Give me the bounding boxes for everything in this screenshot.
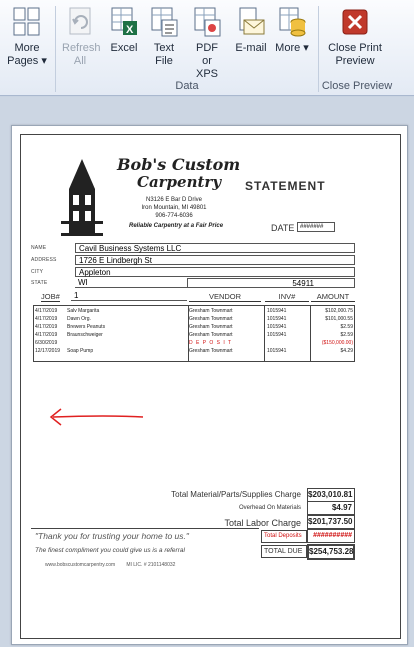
overhead-value: $4.97 (307, 501, 355, 515)
close-print-preview-button[interactable] (322, 6, 388, 68)
labor-total-label: Total Labor Charge (224, 518, 301, 528)
table-row-date: 4/17/2019 (35, 308, 58, 314)
table-row-vendor: Gresham Townmart (189, 348, 233, 354)
text-file-label: Text File (153, 42, 175, 67)
refresh-icon (65, 6, 95, 38)
statement-title: STATEMENT (245, 179, 326, 193)
table-row-inv: 1015941 (267, 332, 287, 338)
export-excel-button[interactable] (104, 6, 144, 55)
address-line-3: 906-774-6036 (155, 213, 193, 219)
table-row-inv: 1015941 (267, 316, 287, 322)
refresh-all-label: Refresh All (62, 42, 101, 67)
export-email-button[interactable] (230, 6, 272, 55)
table-row-desc: Soap Pump (67, 348, 94, 354)
excel-icon (109, 6, 139, 38)
customer-address: 1726 E Lindbergh St (75, 255, 355, 265)
table-row-inv: 1015941 (267, 308, 287, 314)
multi-page-icon (12, 6, 42, 38)
city-label: CITY (31, 269, 44, 275)
date-label: DATE (271, 223, 295, 233)
logo-title-line2: Carpentry (137, 173, 222, 191)
labor-total-value: $201,737.50 (307, 515, 355, 529)
table-row-desc: Dawn Org. (67, 316, 91, 322)
table-row-amount: $101,000.55 (325, 316, 353, 322)
email-label: E-mail (235, 42, 267, 54)
table-row-vendor: Gresham Townmart (189, 332, 233, 338)
table-row-desc: Brewers Peanuts (67, 324, 106, 330)
table-row-inv: 1015941 (267, 348, 287, 354)
table-row-amount: $102,000.75 (325, 308, 353, 314)
data-group-label: Data (175, 80, 199, 92)
table-row-desc: Salv Margarita (67, 308, 100, 314)
report-page (11, 125, 408, 645)
table-row-date: 4/17/2019 (35, 332, 58, 338)
table-row-date: 4/17/2019 (35, 324, 58, 330)
more-pages-label: More Pages ▾ (7, 42, 47, 67)
job-label: JOB# (41, 292, 60, 301)
print-preview-area[interactable] (0, 97, 414, 647)
table-row-amount: $4.29 (340, 348, 353, 354)
statement-border (20, 134, 401, 639)
job-number: 1 (71, 291, 187, 301)
amount-header: AMOUNT (311, 292, 355, 302)
deposit-amount: ($150,000.00) (321, 340, 353, 346)
date-value: ####### (297, 222, 335, 232)
refresh-all-button[interactable] (58, 6, 102, 68)
house-logo-icon (61, 159, 103, 242)
deposits-total-value: ########## (307, 529, 355, 543)
customer-city: Appleton (75, 267, 355, 277)
name-label: NAME (31, 245, 47, 251)
overhead-label: Overhead On Materials (238, 505, 301, 511)
more-export-label: More ▾ (275, 42, 309, 54)
table-row-vendor: Gresham Townmart (189, 316, 233, 322)
customer-zip: 54911 (187, 278, 355, 288)
customer-name: Cavil Business Systems LLC (75, 243, 355, 253)
export-text-file-button[interactable] (146, 6, 182, 68)
close-icon (340, 6, 370, 38)
export-pdf-button[interactable] (186, 6, 228, 81)
materials-total-label: Total Material/Parts/Supplies Charge (171, 490, 301, 499)
table-row-vendor: Gresham Townmart (189, 324, 233, 330)
total-due-value: $254,753.28 (307, 544, 355, 560)
excel-label: Excel (110, 42, 138, 54)
deposits-total-label: Total Deposits (261, 530, 307, 543)
ribbon-separator (55, 6, 56, 92)
table-row-amount: $2.59 (340, 332, 353, 338)
table-row-amount: $2.59 (340, 324, 353, 330)
table-row-date: 4/17/2019 (35, 316, 58, 322)
table-row-vendor: Gresham Townmart (189, 308, 233, 314)
footer-text: www.bobscustomcarpentry.com MI LIC. # 2101148032 (45, 562, 176, 568)
thanks-line-1: "Thank you for trusting your home to us." (35, 531, 189, 541)
more-export-button[interactable] (274, 6, 310, 55)
pdf-label: PDF or XPS (195, 42, 218, 80)
vendor-header: VENDOR (189, 292, 261, 302)
close-print-preview-label: Close Print Preview (328, 42, 382, 67)
text-file-icon (149, 6, 179, 38)
address-label: ADDRESS (31, 257, 57, 263)
database-icon (277, 6, 307, 38)
table-row-inv: 1015941 (267, 324, 287, 330)
state-label: STATE (31, 280, 48, 286)
logo-title-line1: Bob's Custom (117, 155, 241, 174)
red-arrow-icon (47, 405, 147, 434)
email-icon (236, 6, 266, 38)
inv-header: INV# (265, 292, 309, 302)
table-row-date: 6/30/2019 (35, 340, 58, 346)
materials-total-value: $203,010.81 (307, 488, 355, 502)
pdf-icon (192, 6, 222, 38)
address-line-2: Iron Mountain, MI 49801 (141, 205, 207, 211)
thanks-line-2: The finest compliment you could give us is a referral (35, 547, 185, 554)
ribbon (0, 0, 414, 96)
table-row-date: 12/17/2019 (35, 348, 61, 354)
more-pages-button[interactable] (4, 6, 50, 68)
table-row-desc: Braunschweiger (67, 332, 103, 338)
total-due-label: TOTAL DUE (261, 545, 307, 558)
divider (31, 528, 259, 529)
deposit-vendor: D E P O S I T (189, 340, 233, 346)
svg-text:X: X (126, 24, 134, 36)
customer-state: WI (75, 278, 187, 288)
address-line-1: N3126 E Bar D Drive (145, 197, 203, 203)
close-preview-group-label: Close Preview (321, 80, 393, 92)
tagline: Reliable Carpentry at a Fair Price (129, 223, 224, 229)
